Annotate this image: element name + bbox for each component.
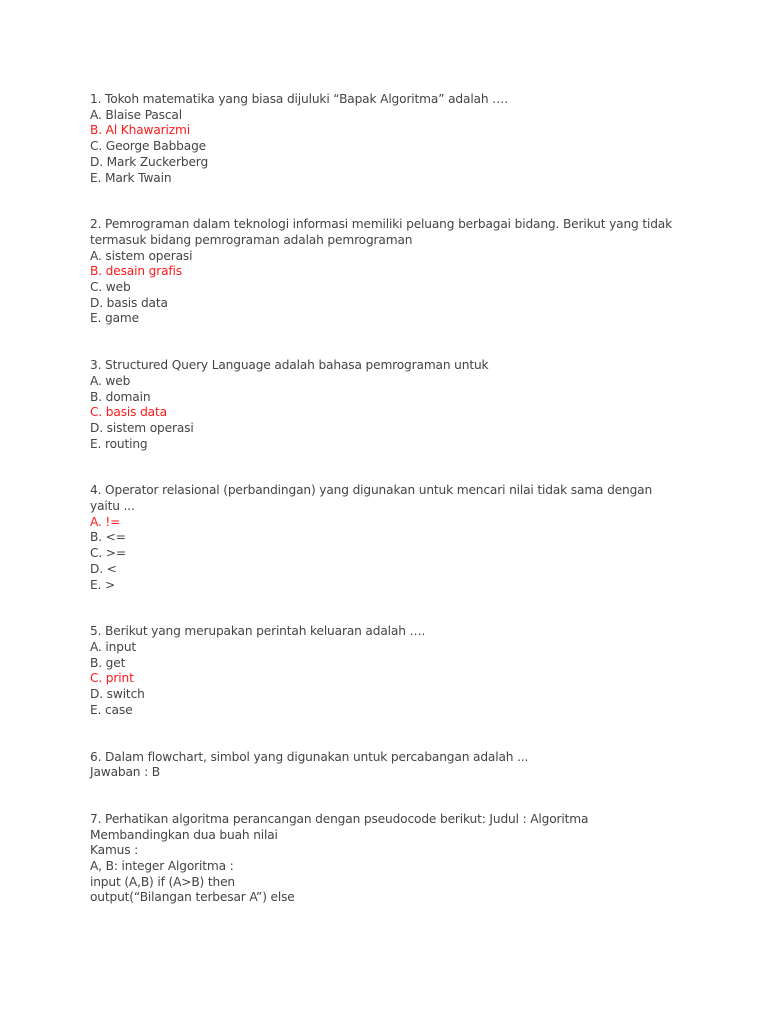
question-text: yaitu ... <box>90 499 135 514</box>
answer-option: E. routing <box>90 436 148 451</box>
answer-option: D. basis data <box>90 295 168 310</box>
answer-option: E. game <box>90 311 139 326</box>
answer-option: C. web <box>90 280 131 295</box>
pseudocode-line: input (A,B) if (A>B) then <box>90 874 235 889</box>
question-text: 7. Perhatikan algoritma perancangan dengan pseudocode berikut: Judul : Algoritma <box>90 811 589 826</box>
answer-option: D. < <box>90 561 117 576</box>
answer-option-correct: B. desain grafis <box>90 264 182 279</box>
answer-option: A. sistem operasi <box>90 248 193 263</box>
pseudocode-line: Kamus : <box>90 843 139 858</box>
answer-option: D. switch <box>90 687 145 702</box>
answer-option: A. Blaise Pascal <box>90 107 182 122</box>
question-1 <box>90 92 730 186</box>
question-text: termasuk bidang pemrograman adalah pemrograman <box>90 232 413 247</box>
answer-option-correct: A. != <box>90 514 121 529</box>
question-3 <box>90 358 730 452</box>
question-text: 4. Operator relasional (perbandingan) yang digunakan untuk mencari nilai tidak sama dengan <box>90 483 653 498</box>
question-text: 6. Dalam flowchart, simbol yang digunakan untuk percabangan adalah ... <box>90 749 529 764</box>
answer-option: B. <= <box>90 530 126 545</box>
answer-option: E. case <box>90 702 133 717</box>
answer-option: E. > <box>90 577 116 592</box>
pseudocode-line: A, B: integer Algoritma : <box>90 859 234 874</box>
answer-option: C. >= <box>90 546 126 561</box>
answer-option: B. get <box>90 655 126 670</box>
answer-option: C. George Babbage <box>90 139 207 154</box>
answer-option: D. sistem operasi <box>90 420 194 435</box>
answer-option: B. domain <box>90 389 151 404</box>
answer-option: A. input <box>90 639 137 654</box>
answer-option-correct: C. basis data <box>90 405 167 420</box>
answer-option: A. web <box>90 373 131 388</box>
document-page <box>90 92 730 906</box>
question-6 <box>90 750 730 781</box>
answer-option-correct: B. Al Khawarizmi <box>90 123 190 138</box>
question-4 <box>90 483 730 593</box>
pseudocode-line: output(“Bilangan terbesar A”) else <box>90 890 295 905</box>
question-7 <box>90 812 730 906</box>
answer-option: E. Mark Twain <box>90 170 172 185</box>
question-5 <box>90 624 730 718</box>
question-2 <box>90 217 730 327</box>
question-text: 3. Structured Query Language adalah bahasa pemrograman untuk <box>90 358 489 373</box>
question-text: 5. Berikut yang merupakan perintah keluaran adalah …. <box>90 624 426 639</box>
answer-option: D. Mark Zuckerberg <box>90 154 209 169</box>
answer-text: Jawaban : B <box>90 765 160 780</box>
question-text: 2. Pemrograman dalam teknologi informasi memiliki peluang berbagai bidang. Berikut yang tidak <box>90 217 673 232</box>
question-text: Membandingkan dua buah nilai <box>90 827 278 842</box>
question-text: 1. Tokoh matematika yang biasa dijuluki “Bapak Algoritma” adalah …. <box>90 92 508 106</box>
answer-option-correct: C. print <box>90 671 134 686</box>
